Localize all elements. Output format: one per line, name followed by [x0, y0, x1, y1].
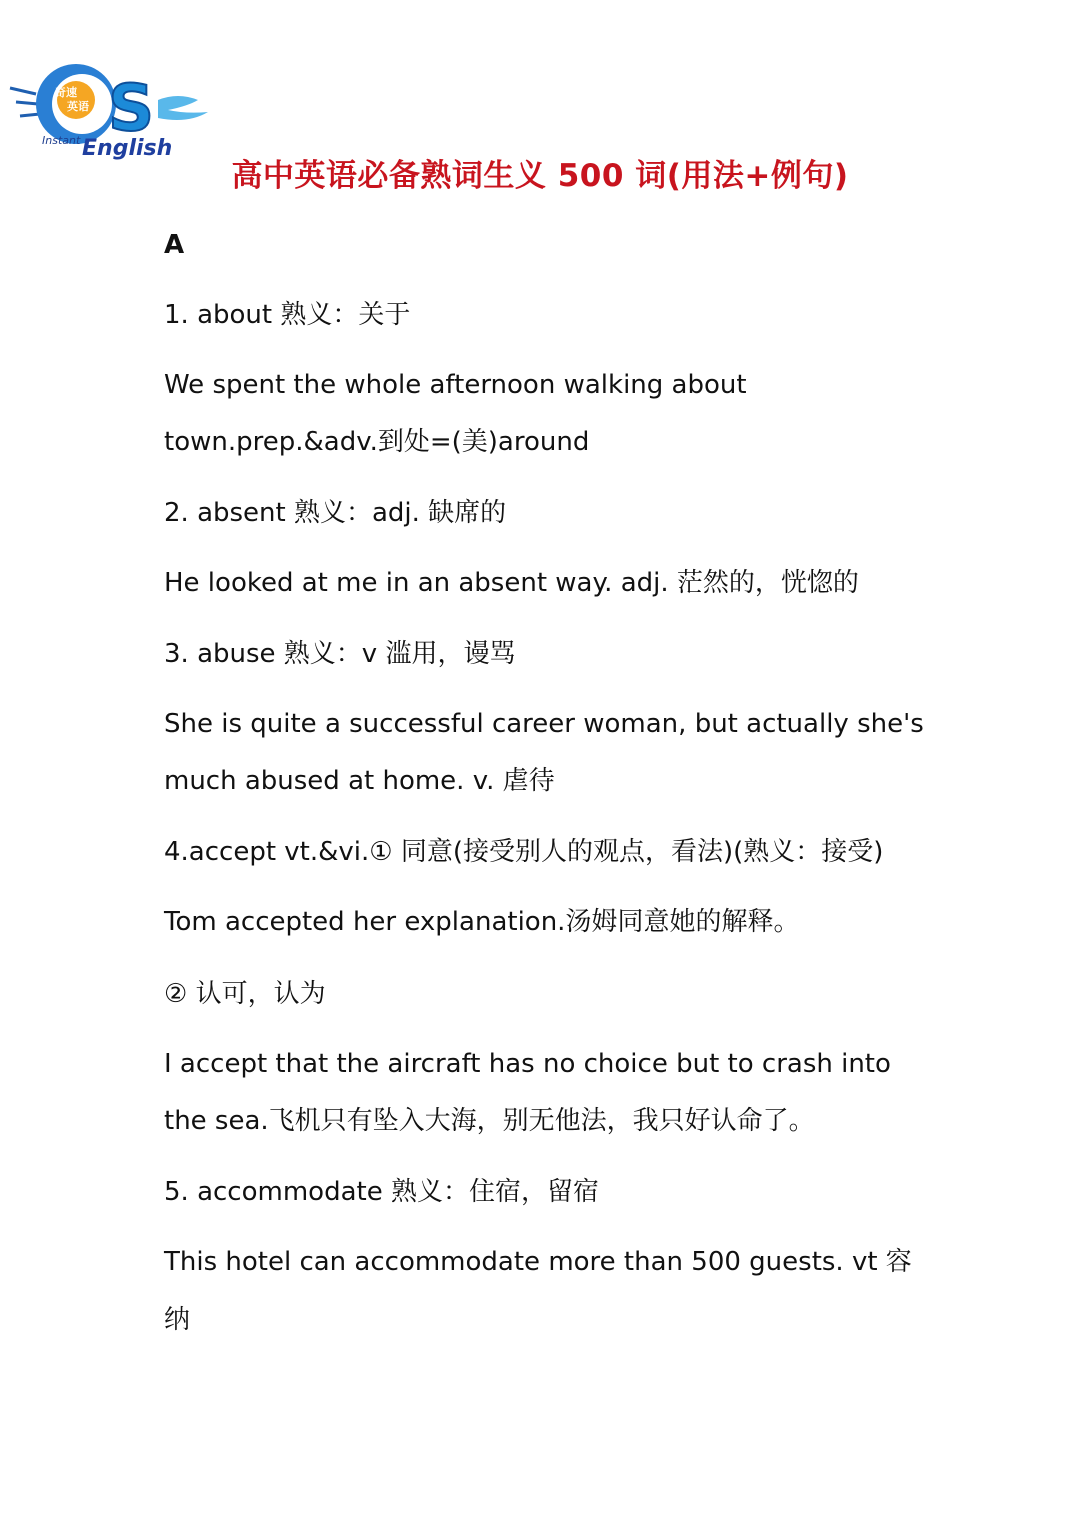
- svg-text:Instant: Instant: [42, 134, 81, 147]
- svg-text:English: English: [82, 136, 173, 161]
- example-sentence: 纳: [164, 1305, 191, 1335]
- entry-headword: 2. absent 熟义：adj. 缺席的: [164, 498, 507, 528]
- example-sentence: town.prep.&adv.到处=(美)around: [164, 427, 590, 457]
- document-title: 高中英语必备熟词生义 500 词(用法+例句): [231, 158, 849, 194]
- entry-headword: 3. abuse 熟义：v 滥用，谩骂: [164, 639, 516, 669]
- example-sentence: much abused at home. v. 虐待: [164, 766, 555, 796]
- example-sentence: He looked at me in an absent way. adj. 茫然的，恍惚的: [164, 568, 859, 598]
- entry-headword: 1. about 熟义：关于: [164, 300, 411, 330]
- sense-item: ② 认可，认为: [164, 979, 326, 1009]
- entry-headword: 5. accommodate 熟义：住宿，留宿: [164, 1177, 599, 1207]
- svg-text:S: S: [108, 72, 155, 146]
- example-sentence: She is quite a successful career woman, but actually she's: [164, 709, 924, 739]
- example-sentence: We spent the whole afternoon walking about: [164, 370, 747, 400]
- example-sentence: Tom accepted her explanation.汤姆同意她的解释。: [164, 907, 800, 937]
- svg-text:奇速: 奇速: [55, 86, 77, 99]
- example-sentence: This hotel can accommodate more than 500 guests. vt 容: [164, 1247, 912, 1277]
- svg-text:英语: 英语: [67, 100, 89, 113]
- example-sentence: I accept that the aircraft has no choice but to crash into: [164, 1049, 891, 1079]
- example-sentence: the sea.飞机只有坠入大海，别无他法，我只好认命了。: [164, 1106, 815, 1136]
- section-heading: A: [164, 230, 185, 260]
- entry-headword: 4.accept vt.&vi.① 同意(接受别人的观点，看法)(熟义：接受): [164, 837, 884, 867]
